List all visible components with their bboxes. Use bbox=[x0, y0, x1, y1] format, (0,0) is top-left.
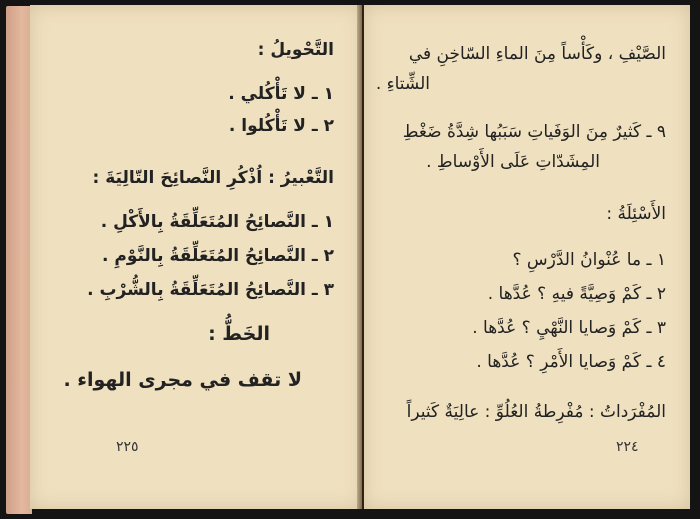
question-1: ١ ـ ما عُنْوانُ الدَّرْسِ ؟ bbox=[512, 250, 666, 270]
vocabulary-line: المُفْرَداتُ : مُفْرِطةُ العُلُوِّ : عالِيَةٌ كَثيراً bbox=[406, 402, 666, 422]
taabir-item-2: ٢ ـ النَّصائِحُ المُتَعَلِّقَةُ بِالنَّوْمِ . bbox=[101, 246, 334, 266]
question-3: ٣ ـ كَمْ وَصايا النَّهْيِ ؟ عُدَّها . bbox=[472, 318, 666, 338]
right-page bbox=[364, 5, 690, 509]
item9-line-1: ٩ ـ كَثيرٌ مِنَ الوَفَياتِ سَبَبُها شِدَّةُ ضَغْطِ bbox=[402, 122, 666, 142]
taabir-item-1: ١ ـ النَّصائِحُ المُتَعَلِّقَةُ بِالأَكْلِ . bbox=[100, 212, 334, 232]
item9-line-2: المِشَدّاتِ عَلَى الأَوْساطِ . bbox=[426, 152, 600, 172]
tahwil-item-1: ١ ـ لا تَأْكُلي . bbox=[228, 84, 334, 104]
page-number-left: ٢٢٥ bbox=[116, 439, 139, 455]
question-2: ٢ ـ كَمْ وَصِيَّةً فيهِ ؟ عُدَّها . bbox=[487, 284, 666, 304]
tahwil-heading: التَّحْويلُ : bbox=[257, 40, 334, 60]
handwriting-sentence: لا تقف في مجرى الهواء . bbox=[63, 369, 302, 391]
book-page-edges bbox=[6, 6, 32, 514]
taabir-prompt: التَّعْبيرُ : اُذْكُرِ النَّصائِحَ التّالِيَةَ : bbox=[92, 168, 334, 188]
tahwil-item-2: ٢ ـ لا تَأْكُلوا . bbox=[228, 116, 334, 136]
taabir-item-3: ٣ ـ النَّصائِحُ المُتَعَلِّقَةُ بِالشُّرْبِ . bbox=[87, 280, 334, 300]
questions-heading: الأَسْئِلَةُ : bbox=[606, 204, 666, 224]
left-page bbox=[30, 5, 362, 509]
question-4: ٤ ـ كَمْ وَصايا الأَمْرِ ؟ عُدَّها . bbox=[476, 352, 666, 372]
continuation-line-2: الشِّتاءِ . bbox=[375, 74, 430, 94]
page-number-right: ٢٢٤ bbox=[616, 439, 639, 455]
continuation-line-1: الصَّيْفِ ، وكَأْساً مِنَ الماءِ السّاخِنِ في bbox=[408, 44, 666, 64]
khatt-heading: الخَطُّ : bbox=[208, 323, 270, 345]
